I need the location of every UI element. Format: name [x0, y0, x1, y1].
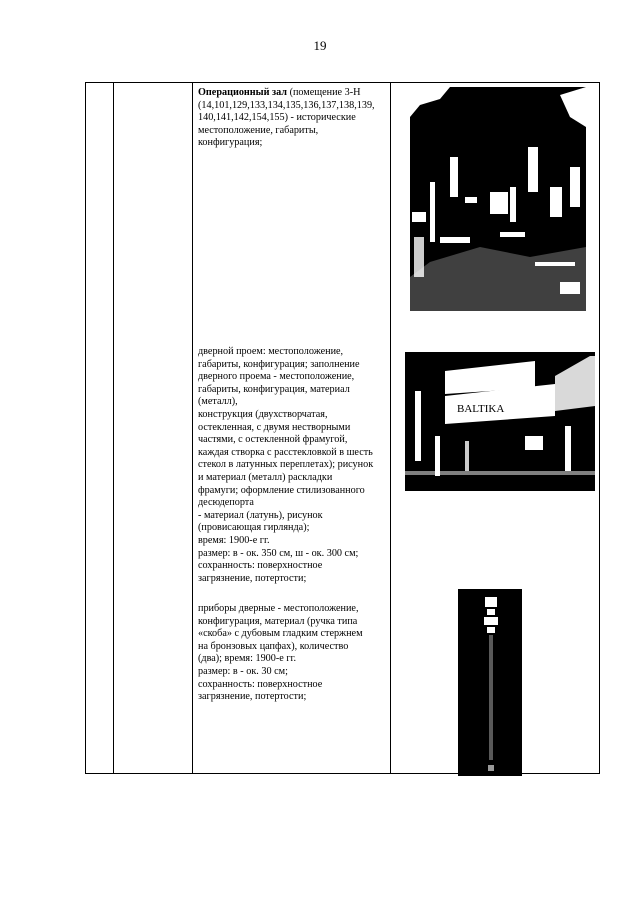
text-line: сохранность: поверхностное — [198, 678, 323, 690]
door-handle-photo — [458, 589, 522, 776]
text-line: на бронзовых цапфах), количество — [198, 640, 349, 652]
hall-interior-photo — [410, 87, 586, 311]
text-line: десюдепорта — [198, 497, 254, 509]
text-line: загрязнение, потертости; — [198, 572, 307, 584]
page-number: 19 — [313, 38, 327, 53]
text-line: 140,141,142,154,155) - исторические — [198, 112, 356, 124]
text-line: загрязнение, потертости; — [198, 691, 307, 703]
text-line: (14,101,129,133,134,135,136,137,138,139, — [198, 99, 375, 111]
text-line: частями, с остекленной фрамугой, — [198, 434, 348, 446]
section-operational-hall-text — [198, 87, 385, 150]
text-line: конфигурация; — [198, 137, 263, 149]
column-divider — [390, 83, 391, 773]
text-line: фрамуги; оформление стилизованного — [198, 484, 365, 496]
text-line: и материал (металл) раскладки — [198, 471, 333, 483]
doorway-photo — [405, 346, 595, 491]
photo-sign-text: BALTIKA — [457, 403, 505, 415]
text-line: (помещение 3-Н — [287, 87, 361, 98]
section-title: Операционный зал — [198, 87, 288, 98]
text-line: время: 1900-е гг. — [198, 534, 270, 546]
text-line: конфигурация, материал (ручка типа — [198, 615, 358, 627]
text-line: местоположение, габариты, — [198, 124, 319, 136]
text-line: дверного проема - местоположение, — [198, 371, 355, 383]
text-line: - материал (латунь), рисунок — [198, 509, 323, 521]
text-line: дверной проем: местоположение, — [198, 346, 344, 357]
text-line: стекол в латунных переплетах); рисунок — [198, 459, 374, 471]
text-line: габариты, конфигурация; заполнение — [198, 358, 360, 370]
text-line: «скоба» с дубовым гладким стержнем — [198, 628, 363, 640]
text-line: (металл), — [198, 396, 238, 408]
text-line: каждая створка с расстекловкой в шесть — [198, 446, 373, 458]
column-divider — [192, 83, 193, 773]
section-door-hardware-text — [198, 603, 385, 704]
text-line: (два); время: 1900-е гг. — [198, 653, 297, 665]
text-line: размер: в - ок. 350 см, ш - ок. 300 см; — [198, 547, 359, 559]
text-line: конструкция (двухстворчатая, — [198, 408, 328, 420]
text-line: остекленная, с двумя нестворными — [198, 421, 351, 433]
section-doorway-text — [198, 346, 385, 585]
text-line: размер: в - ок. 30 см; — [198, 665, 288, 677]
column-divider — [113, 83, 114, 773]
text-line: приборы дверные - местоположение, — [198, 603, 359, 614]
text-line: габариты, конфигурация, материал — [198, 383, 350, 395]
text-line: (провисающая гирлянда); — [198, 522, 310, 534]
text-line: сохранность: поверхностное — [198, 560, 323, 572]
